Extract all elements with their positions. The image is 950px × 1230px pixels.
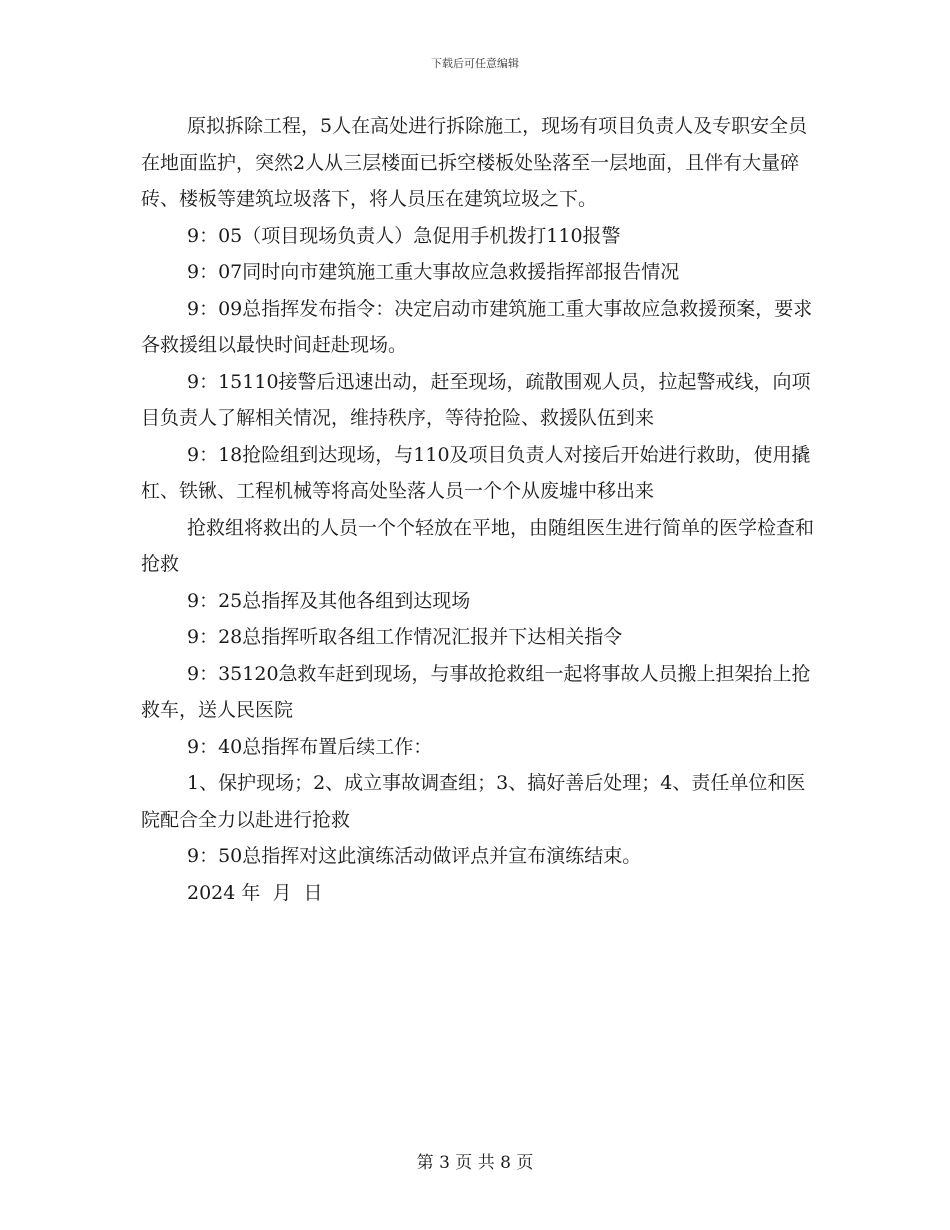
paragraph-0935-ambulance: 9：35120急救车赶到现场，与事故抢救组一起将事故人员搬上担架抬上抢救车，送人民医院 — [141, 662, 811, 721]
paragraph-incident-description: 原拟拆除工程，5人在高处进行拆除施工，现场有项目负责人及专职安全员在地面监护，突然2人从三层楼面已拆空楼板处坠落至一层地面，且伴有大量碎砖、楼板等建筑垃圾落下，将人员压在建筑垃圾之下。 — [141, 115, 808, 210]
page-header: 下载后可任意编辑 — [431, 57, 519, 70]
document-body — [141, 108, 821, 911]
page-footer: 第 3 页 共 8 页 — [416, 1153, 534, 1173]
paragraph-first-aid: 抢救组将救出的人员一个个轻放在平地，由随组医生进行简单的医学检查和抢救 — [141, 516, 815, 575]
paragraph-followup-tasks: 1、保护现场；2、成立事故调查组；3、搞好善后处理；4、责任单位和医院配合全力以赴进行抢救 — [141, 772, 806, 831]
paragraph-0928-briefing: 9：28总指挥听取各组工作情况汇报并下达相关指令 — [187, 626, 623, 648]
paragraph-0940-followup: 9：40总指挥布置后续工作： — [187, 735, 433, 758]
paragraph-0909-command: 9：09总指挥发布指令：决定启动市建筑施工重大事故应急救援预案，要求各救援组以最快时间赶赴现场。 — [141, 297, 813, 356]
paragraph-0905-report: 9：05（项目现场负责人）急促用手机拨打110报警 — [187, 224, 621, 247]
paragraph-date: 2024 年 月 日 — [187, 881, 323, 904]
paragraph-0907-report: 9：07同时向市建筑施工重大事故应急救援指挥部报告情况 — [187, 261, 680, 283]
paragraph-0915-police: 9：15110接警后迅速出动，赶至现场，疏散围观人员，拉起警戒线，向项目负责人了解相关情况，维持秩序，等待抢险、救援队伍到来 — [141, 370, 811, 429]
paragraph-0918-rescue: 9：18抢险组到达现场，与110及项目负责人对接后开始进行救助，使用撬杠、铁锹、工程机械等将高处坠落人员一个个从废墟中移出来 — [141, 443, 811, 502]
paragraph-0950-conclusion: 9：50总指挥对这此演练活动做评点并宣布演练结束。 — [187, 845, 642, 867]
paragraph-0925-arrival: 9：25总指挥及其他各组到达现场 — [187, 589, 471, 612]
